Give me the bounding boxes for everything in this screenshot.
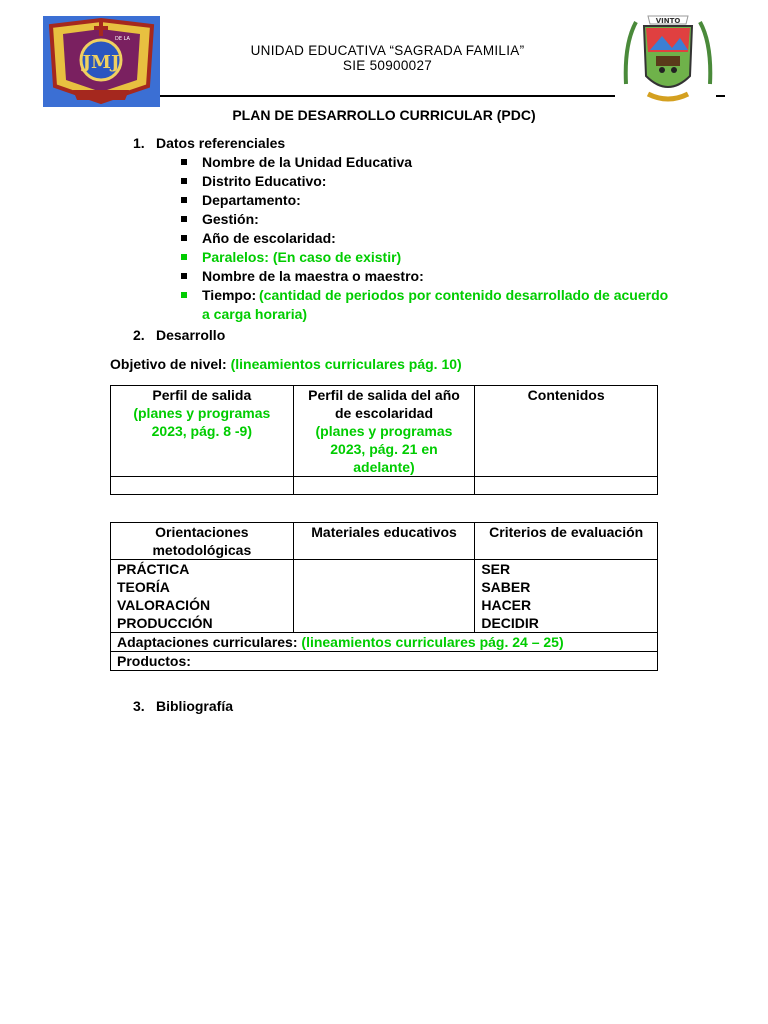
methodology-table [110,522,658,671]
header-criteria: Criterios de evaluación [475,523,658,560]
school-sie: SIE 50900027 [342,58,433,73]
section-1-number: 1. [133,135,145,151]
criteria-cell: SER SABER HACER DECIDIR [475,560,658,633]
header-orientations: Orientaciones metodológicas [111,523,294,560]
header-rule-end [716,95,725,97]
section-3-heading: Bibliografía [156,698,234,714]
bullet-icon [181,254,187,260]
profile-col-exit: Perfil de salida (planes y programas 2023, pág. 8 -9) [111,386,294,477]
svg-text:JMJ: JMJ [82,52,120,73]
document-title: PLAN DE DESARROLLO CURRICULAR (PDC) [232,107,536,123]
bullet-icon [181,292,187,298]
section-2-number: 2. [133,327,145,343]
municipal-crest-right [622,14,714,104]
adaptations-row: Adaptaciones curriculares: (lineamientos curriculares pág. 24 – 25) [111,633,658,652]
bullet-icon [181,273,187,279]
section-3-number: 3. [133,698,145,714]
school-name: UNIDAD EDUCATIVA “SAGRADA FAMILIA” [250,43,525,58]
level-objective: Objetivo de nivel: (lineamientos curriculares pág. 10) [110,356,462,372]
bullet-icon [181,178,187,184]
bullet-icon [181,216,187,222]
table-cell [293,477,475,495]
profile-table [110,385,658,495]
profile-col-year: Perfil de salida del año de escolaridad (planes y programas 2023, pág. 21 en adelante) [293,386,475,477]
table-cell [111,477,294,495]
header-materials: Materiales educativos [293,523,475,560]
section-1-heading: Datos referenciales [156,135,286,151]
svg-text:DE LA: DE LA [115,36,130,42]
table-cell [475,477,658,495]
materials-cell [293,560,475,633]
products-row: Productos: [111,652,658,671]
bullet-icon [181,235,187,241]
svg-text:VINTO: VINTO [655,17,681,25]
section-2-heading: Desarrollo [156,327,226,343]
orientations-cell: PRÁCTICA TEORÍA VALORACIÓN PRODUCCIÓN [111,560,294,633]
bullet-icon [181,197,187,203]
school-logo-left [43,16,160,107]
bullet-icon [181,159,187,165]
profile-col-contents: Contenidos [475,386,658,477]
header-rule [160,95,615,97]
